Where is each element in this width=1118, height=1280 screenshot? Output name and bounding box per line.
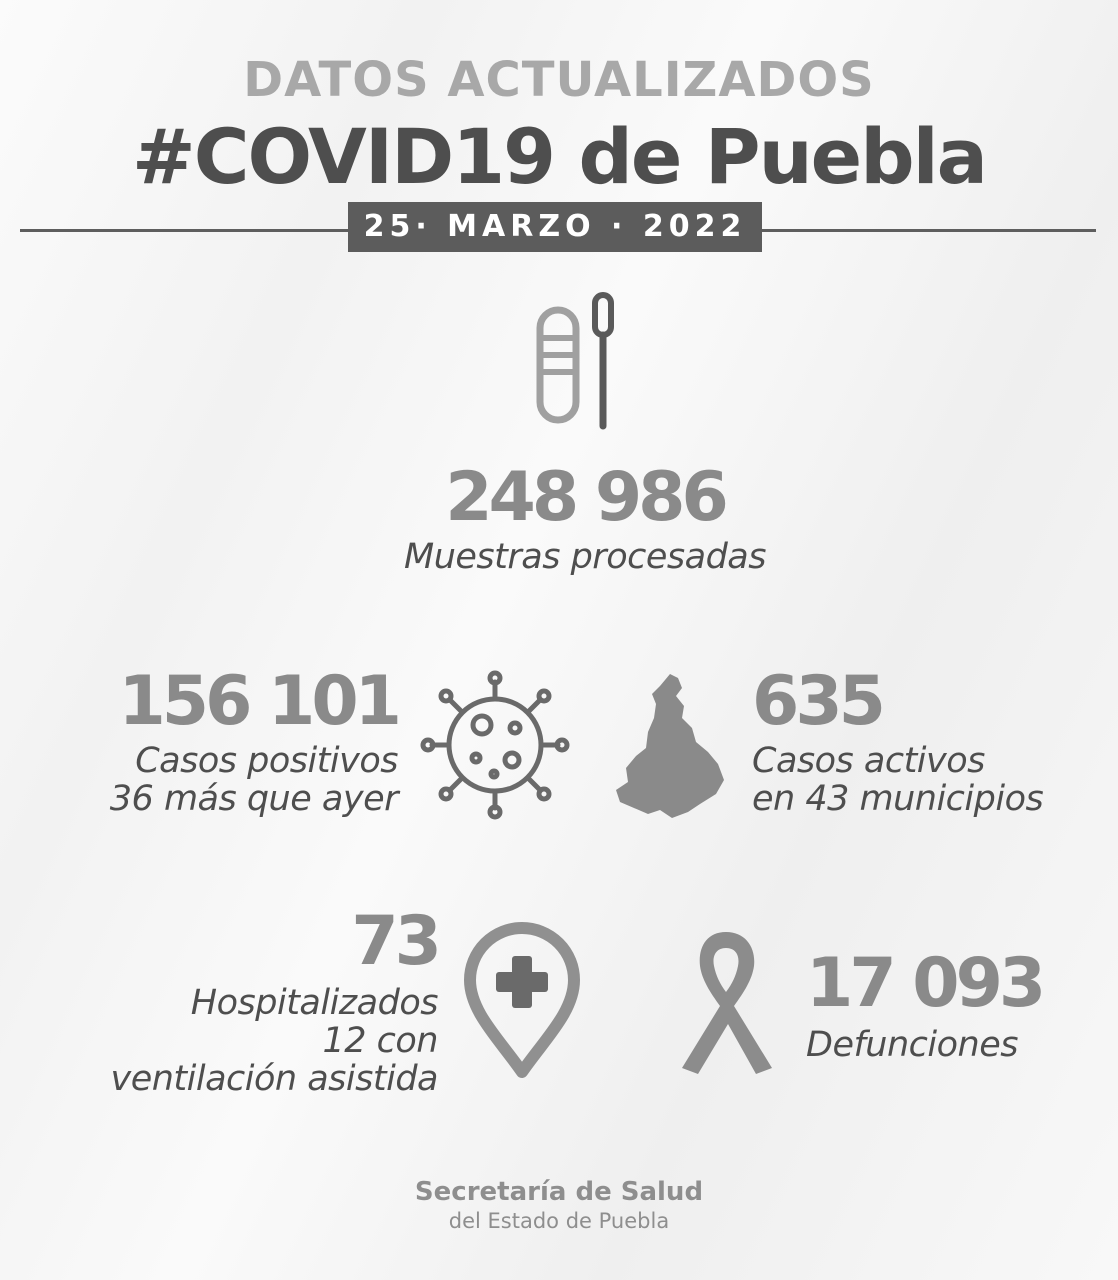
hospitalized-label-line3: ventilación asistida	[110, 1059, 438, 1099]
divider-right	[762, 229, 1096, 232]
hospitalized-label-line1: Hospitalizados	[190, 983, 438, 1023]
positive-label-line2: 36 más que ayer	[109, 779, 398, 819]
test-tube-swab-icon	[530, 290, 620, 435]
footer-subtitle: del Estado de Puebla	[448, 1209, 670, 1233]
deaths-label: Defunciones	[806, 1025, 1019, 1065]
virus-icon	[420, 670, 570, 820]
hospitalized-label-line2: 12 con	[322, 1021, 438, 1061]
active-label-line1: Casos activos	[752, 741, 985, 781]
ribbon-icon	[676, 928, 776, 1076]
header-subtitle: DATOS ACTUALIZADOS	[243, 52, 875, 108]
hospital-pin-icon	[460, 920, 584, 1080]
samples-number: 248 986	[445, 458, 725, 537]
positive-number: 156 101	[118, 662, 398, 741]
positive-label-line1: Casos positivos	[135, 741, 398, 781]
deaths-number: 17 093	[806, 944, 1043, 1023]
active-label-line2: en 43 municipios	[752, 779, 1044, 819]
page-title: #COVID19 de Puebla	[132, 112, 986, 201]
active-number: 635	[752, 662, 882, 741]
samples-label: Muestras procesadas	[404, 537, 766, 577]
hospitalized-number: 73	[351, 902, 438, 981]
footer-title: Secretaría de Salud	[414, 1177, 704, 1207]
divider-left	[20, 229, 348, 232]
puebla-map-icon	[612, 672, 730, 822]
date-badge: 25· MARZO · 2022	[348, 202, 762, 252]
